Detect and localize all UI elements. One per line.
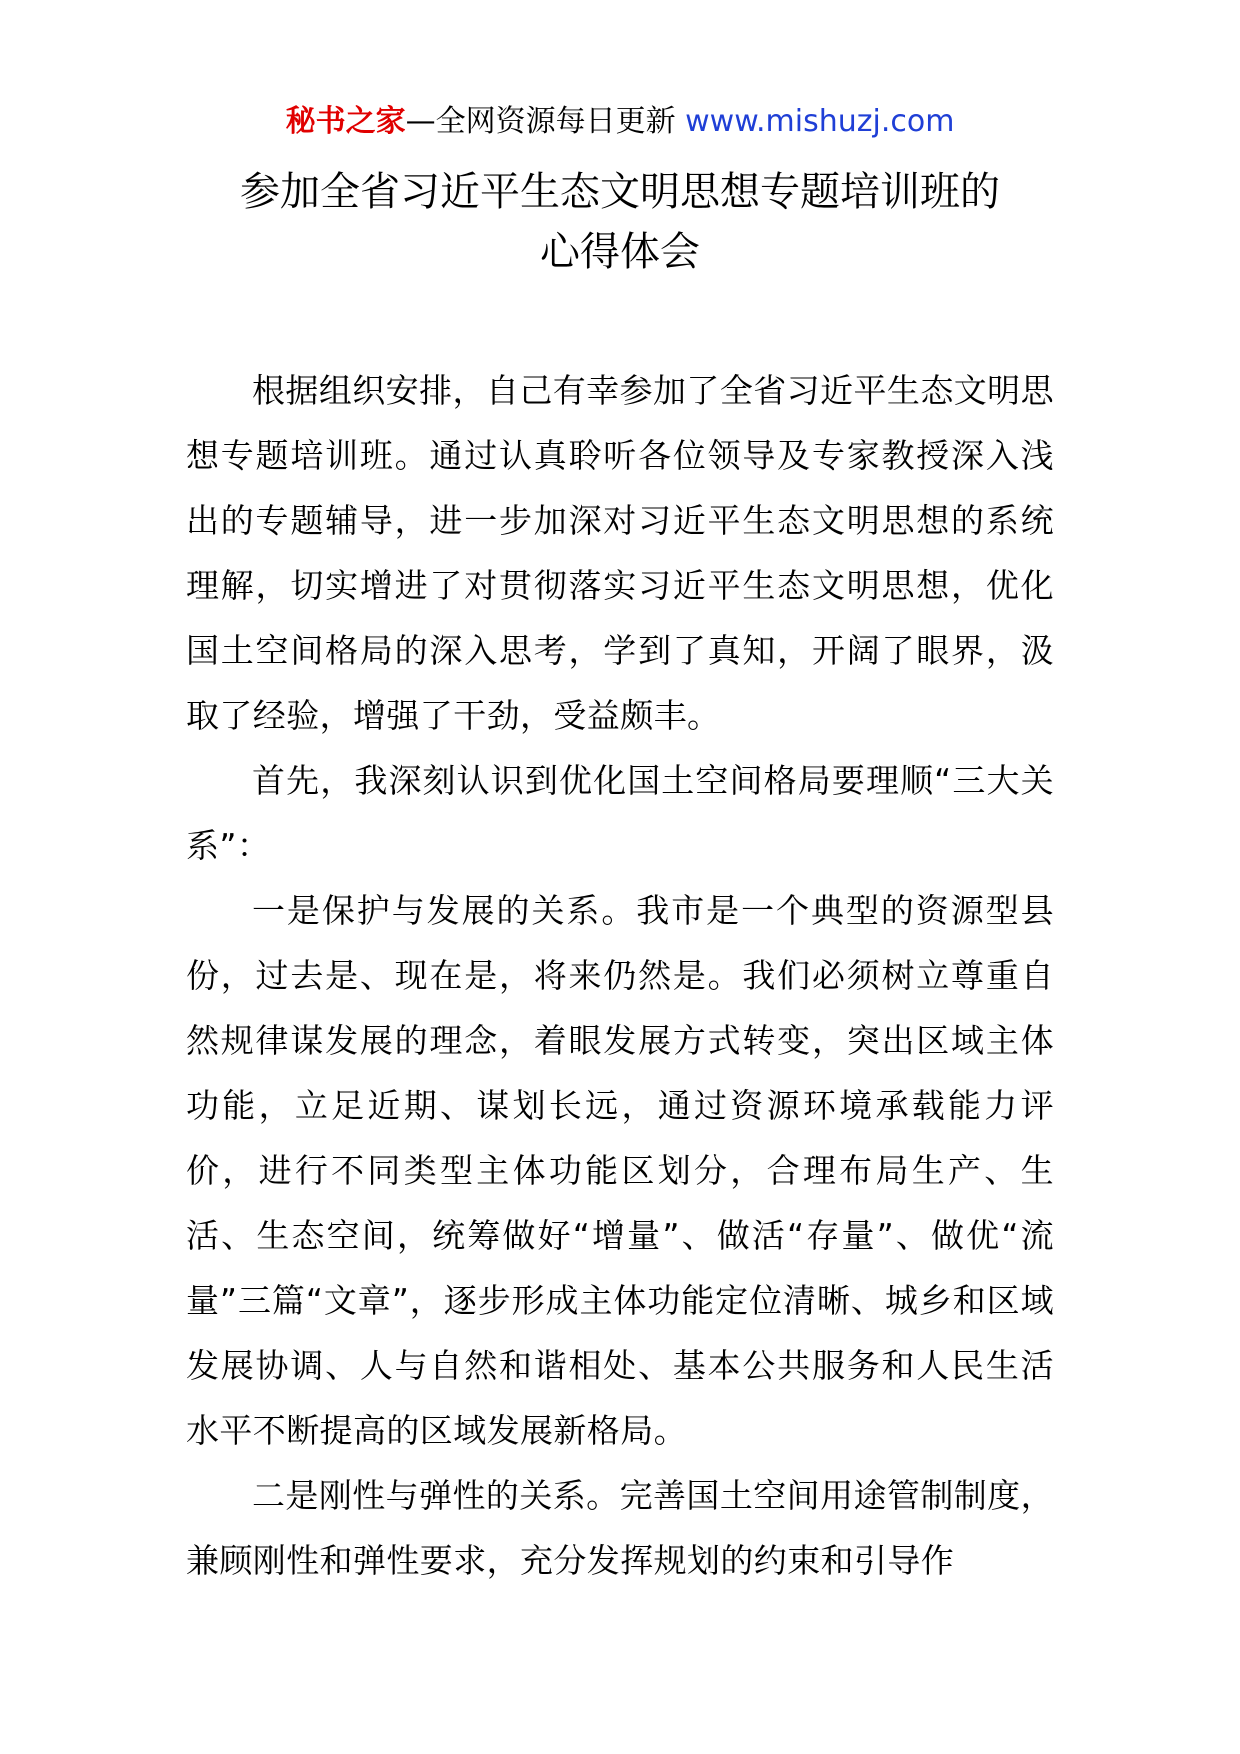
paragraph-protection-development: 一是保护与发展的关系。我市是一个典型的资源型县份，过去是、现在是，将来仍然是。我们必须树立尊重自然规律谋发展的理念，着眼发展方式转变，突出区域主体功能，立足近期、谋划长远，通过资源环境承载能力评价，进行不同类型主体功能区划分，合理布局生产、生活、生态空间，统筹做好“增量”、做活“存量”、做优“流量”三篇“文章”，逐步形成主体功能定位清晰、城乡和区域发展协调、人与自然和谐相处、基本公共服务和人民生活水平不断提高的区域发展新格局。 [186,891,1054,1450]
paragraph-intro: 根据组织安排，自己有幸参加了全省习近平生态文明思想专题培训班。通过认真聆听各位领导及专家教授深入浅出的专题辅导，进一步加深对习近平生态文明思想的系统理解，切实增进了对贯彻落实习近平生态文明思想，优化国土空间格局的深入思考，学到了真知，开阔了眼界，汲取了经验，增强了干劲，受益颇丰。 [186,371,1054,735]
paragraph-rigidity-flexibility: 二是刚性与弹性的关系。完善国土空间用途管制制度，兼顾刚性和弹性要求，充分发挥规划的约束和引导作 [186,1476,1054,1580]
title-line-1: 参加全省习近平生态文明思想专题培训班的 [240,169,1000,215]
paragraph-first: 首先，我深刻认识到优化国土空间格局要理顺“三大关系”： [186,761,1054,865]
title-line-2: 心得体会 [540,229,700,275]
document-title [0,162,1240,282]
brand-name: 秘书之家 [285,104,406,139]
site-url-link[interactable]: www.mishuzj.com [685,104,955,139]
site-header [0,100,1240,144]
document-body [186,358,1054,1593]
header-tagline: —全网资源每日更新 [405,104,686,139]
